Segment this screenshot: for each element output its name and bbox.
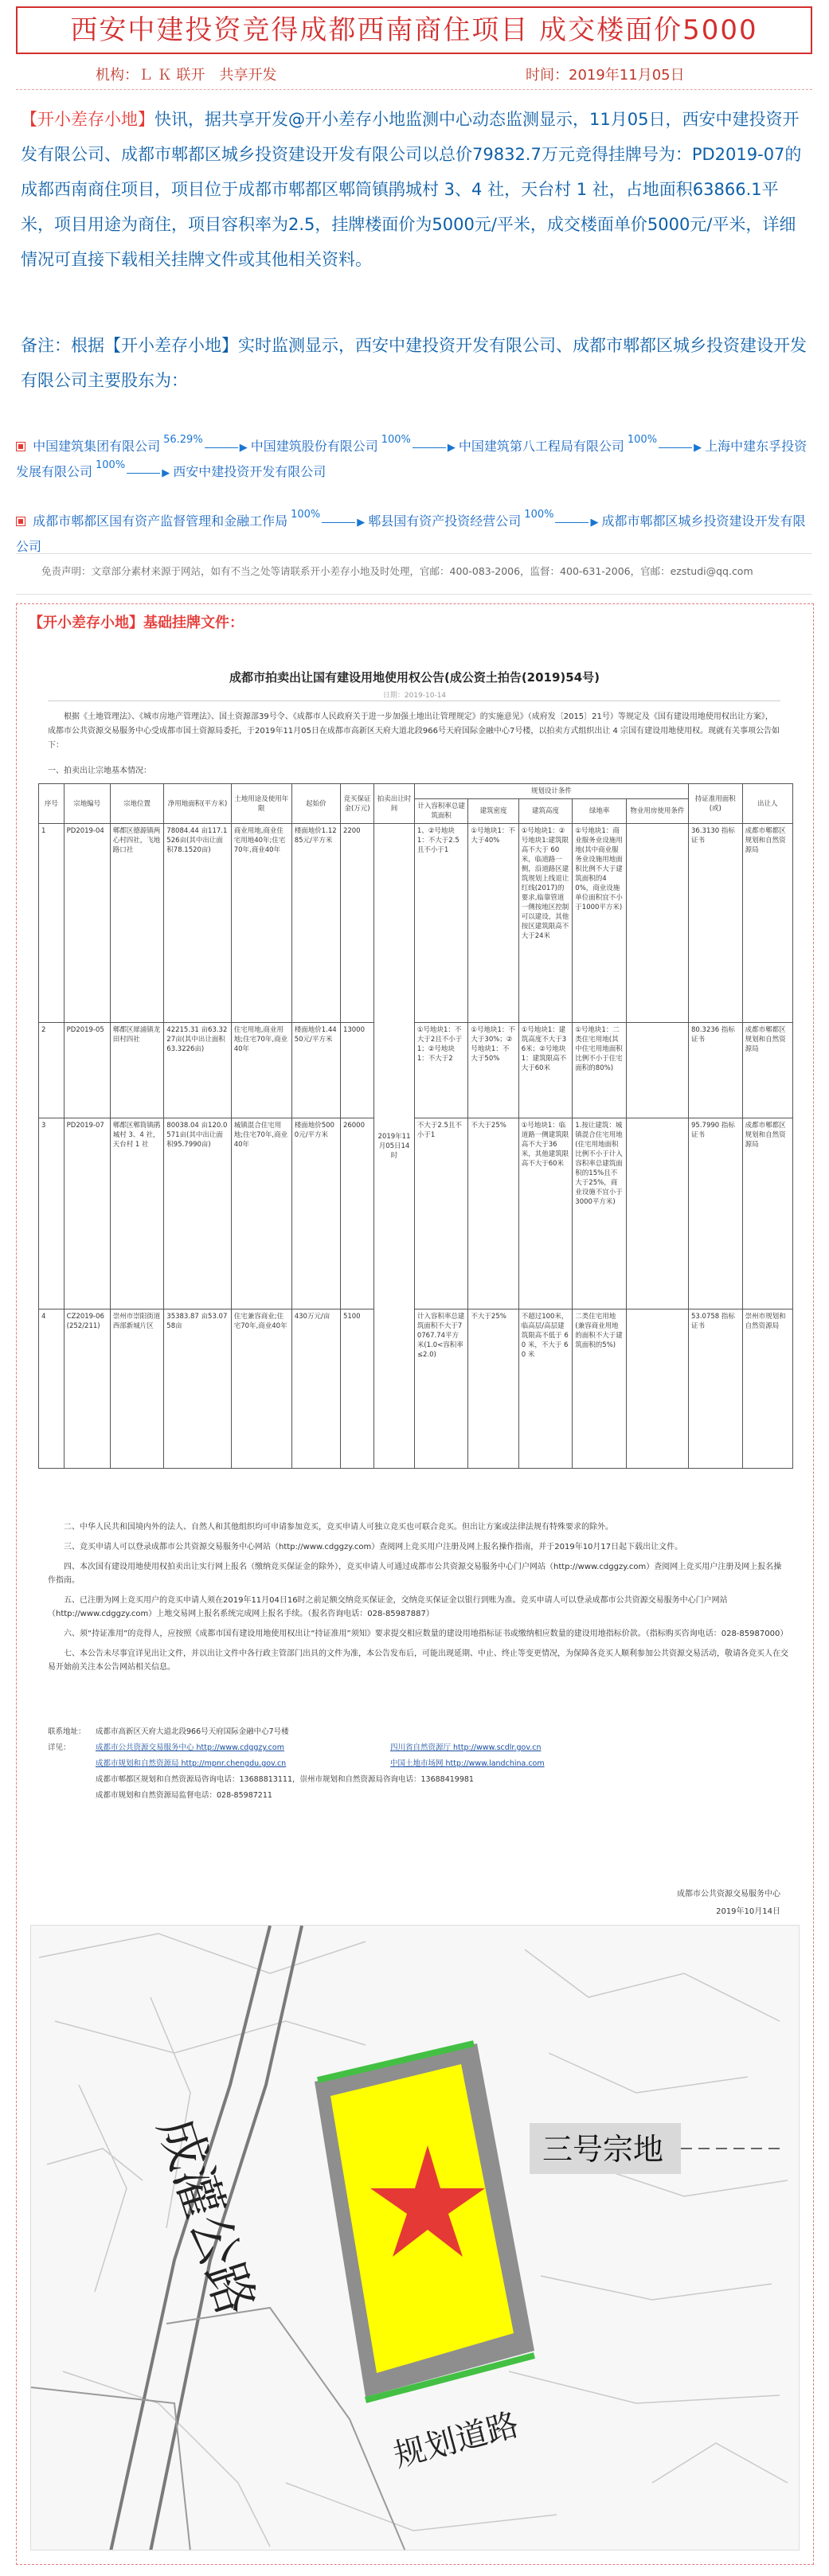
contact-value: 成都市郫都区规划和自然资源局咨询电话：13688813111，崇州市规划和自然资源局咨询电话：13688419981	[96, 1775, 474, 1784]
cell: ①号地块1：不大于2且不小于1；②号地块1：不大于2	[414, 1023, 468, 1118]
cell: ①号地块1：临道路一侧建筑限高不大于36米，其他建筑限高不大于60米	[518, 1118, 573, 1309]
cell: 36.3130 指标证书	[689, 824, 743, 1023]
contact-link[interactable]: 成都市规划和自然资源局 http://mpnr.chengdu.gov.cn	[96, 1759, 287, 1768]
cell: 不大于25%	[468, 1309, 518, 1469]
notice-intro: 根据《土地管理法》、《城市房地产管理法》、国土资源部39号令、《成都市人民政府关于进一步加强土地出让管理规定》的实施意见》（成府发〔2015〕21号）等规定及《国有建设用地使用权出让方案》，成都市公共资源交易服务中心受成都市国土资源局委托，于2019年11月05日在成都市高新区天府大道北段966号天府国际金融中心7号楼，以拍卖方式组织出让 4 宗国有建设用地使用权。现就有关事项公告如下：	[48, 712, 780, 750]
clause: 四、本次国有建设用地使用权拍卖出让实行网上报名（缴纳竞买保证金的除外），竞买申请人可通过成都市公共资源交易服务中心门户网站（http://www.cdggzy.com）查阅网上竞买用户注册及网上报名操作指南。	[48, 1563, 782, 1585]
table-row	[39, 1023, 793, 1118]
cell: PD2019-07	[64, 1118, 110, 1309]
auction-time-cell: 2019年11月05日14时	[374, 824, 415, 1469]
cell: ①号地块1：②号地块1:建筑限高不大于 60 米，临道路一侧，沿道路区建筑规划上线退让红线(2017)的要求,临靠管道一侧按地区控制可以建设，其他按区建筑限高不大于24米	[518, 824, 573, 1023]
divider	[16, 594, 812, 595]
cell: 13000	[340, 1023, 373, 1118]
shareholder-link[interactable]: 成都市郫都区国有资产监督管理和金融工作局	[33, 513, 288, 529]
article-org: 机构：Ｌ Ｋ 联开 共享开发	[96, 67, 277, 84]
cell: 楼面地价1.4450元/平方米	[291, 1023, 340, 1118]
contact-key: 详见：	[48, 1743, 71, 1752]
cell: 不大于2.5且不小于1	[414, 1118, 468, 1309]
parcel-label: 三号宗地	[542, 2132, 664, 2167]
clause: 二、中华人民共和国境内外的法人、自然人和其他组织均可申请参加竞买，竞买申请人可独立竞买也可联合竞买。但出让方案或法律法规有特殊要求的除外。	[64, 1523, 613, 1532]
col-header: 拍卖出让时间	[374, 784, 415, 824]
cell: 城镇混合住宅用地;住宅70年,商业40年	[231, 1118, 291, 1309]
table-row	[39, 1118, 793, 1309]
notice-date: 日期：2019-10-14	[382, 692, 447, 700]
article-time: 时间：2019年11月05日	[526, 67, 685, 84]
cell: 1	[39, 824, 65, 1023]
contact-key: 联系地址：	[48, 1727, 86, 1736]
arrow-connector: 100%▶	[524, 509, 599, 529]
cell	[626, 1023, 688, 1118]
cell: 郫都区郫筒镇鹃城村 3、4 社，天台村 1 社	[110, 1118, 164, 1309]
cell: 95.7990 指标证书	[689, 1118, 743, 1309]
contact-value: 成都市高新区天府大道北段966号天府国际金融中心7号楼	[96, 1727, 289, 1736]
col-header: 宗地编号	[64, 784, 110, 824]
shareholder-link[interactable]: 上海中建东孚投资发展有限公司	[16, 439, 807, 479]
arrow-connector: 100%▶	[381, 434, 456, 454]
cell: 1、②号地块1：不大于2.5且不小于1	[414, 824, 468, 1023]
shareholder-link[interactable]: 中国建筑集团有限公司	[33, 439, 161, 454]
notice-contacts	[48, 1724, 788, 1804]
disclaimer: 免责声明：文章部分素材来源于网站，如有不当之处等请联系开小差存小地及时处理，官邮：400-083-2006，监督：400-631-2006，官邮：ezstudi@qq.com	[41, 565, 753, 577]
cell: 3	[39, 1118, 65, 1309]
cell: 计入容积率总建筑面积不大于70767.74平方米(1.0<容积率≤2.0)	[414, 1309, 468, 1469]
cell: 80.3236 指标证书	[689, 1023, 743, 1118]
notice-title: 成都市拍卖出让国有建设用地使用权公告(成公资土拍告(2019)54号)	[229, 670, 600, 685]
col-header: 规划设计条件	[414, 784, 688, 799]
cell: 成都市郫都区规划和自然资源局	[742, 1118, 792, 1309]
contact-link[interactable]: 四川省自然资源厅 http://www.scdlr.gov.cn	[390, 1743, 542, 1752]
col-header: 土地用途及使用年限	[231, 784, 291, 824]
holding-percent: 56.29%	[163, 434, 203, 446]
map-canvas	[31, 1926, 800, 2551]
article-meta	[0, 64, 829, 84]
cell: 1.按让建筑：城镇混合住宅用地(住宅用地面积比例不小于计入容积率总建筑面积的15%且不大于25%，商业设施不宜小于3000平方米)	[573, 1118, 627, 1309]
cell: 成都市郫都区规划和自然资源局	[742, 824, 792, 1023]
cell: 商业用地,商业住宅用地40年;住宅70年,商业40年	[231, 824, 291, 1023]
cell	[626, 1118, 688, 1309]
col-header: 持证准用面积(或)	[689, 784, 743, 824]
cell: 楼面地价1.1285元/平方米	[291, 824, 340, 1023]
cell: ①号地块1：建筑高度不大于36米；②号地块1：建筑限高不大于60米	[518, 1023, 573, 1118]
page-title: 西安中建投资竞得成都西南商住项目 成交楼面价5000	[16, 6, 812, 54]
parcel-map	[30, 1925, 800, 2551]
cell: 住宅用地,商业用地;住宅70年,商业40年	[231, 1023, 291, 1118]
cell: 不大于25%	[468, 1118, 518, 1309]
shareholder-link[interactable]: 成都市郫都区城乡投资建设开发有限公司	[16, 513, 806, 554]
clause: 三、竞买申请人可以登录成都市公共资源交易服务中心网站（http://www.cdggzy.com）查阅网上竞买用户注册及网上报名操作指南，并于2019年10月17日起下载出让文件。	[64, 1543, 683, 1551]
article-tag: 【开小差存小地】	[21, 110, 154, 129]
cell: 住宅兼容商业;住宅70年,商业40年	[231, 1309, 291, 1469]
notice-tag: 【开小差存小地】	[29, 615, 143, 631]
cell: PD2019-05	[64, 1023, 110, 1118]
cell: 2200	[340, 824, 373, 1023]
holding-percent: 100%	[291, 509, 321, 521]
col-header: 宗地位置	[110, 784, 164, 824]
cell: 5100	[340, 1309, 373, 1469]
cell: ①号地块1：不大于40%	[468, 824, 518, 1023]
cell: 78084.44 亩117.1526亩(其中出让面积78.1520亩)	[164, 824, 231, 1023]
note-body: 实时监测显示，西安中建投资开发有限公司、成都市郫都区城乡投资建设开发有限公司主要股东为：	[21, 336, 807, 390]
cell: 崇州市规划和自然资源局	[742, 1309, 792, 1469]
divider	[16, 89, 812, 90]
col-header: 出让人	[742, 784, 792, 824]
company-icon	[16, 442, 25, 451]
col-header: 竞买保证金(万元)	[340, 784, 373, 824]
divider	[16, 553, 812, 554]
holding-percent: 100%	[96, 459, 126, 471]
clause: 七、本公告未尽事宜详见出让文件，并以出让文件中各行政主管部门出具的文件为准，本公告发布后，可能出现延期、中止、终止等变更情况，为保障各竞买人顺利参加公共资源交易活动，敬请各竞买人在交易开始前关注本公告网站相关信息。	[48, 1649, 788, 1672]
cell: 崇州市崇阳街道西部新城片区	[110, 1309, 164, 1469]
cell: 成都市郫都区规划和自然资源局	[742, 1023, 792, 1118]
col-header: 序号	[39, 784, 65, 824]
cell: PD2019-04	[64, 824, 110, 1023]
plan-road-label: 规划道路	[389, 2406, 523, 2475]
shareholder-link[interactable]: 中国建筑股份有限公司	[250, 439, 378, 454]
cell: 430万元/亩	[291, 1309, 340, 1469]
notice-signature-org: 成都市公共资源交易服务中心	[677, 1890, 780, 1899]
contact-row	[48, 1788, 788, 1804]
main-road-label: 成灌公路	[146, 2110, 266, 2323]
arrow-connector: 100%▶	[627, 434, 702, 454]
cell	[626, 824, 688, 1023]
cell: 郫都区犀浦镇龙田村四社	[110, 1023, 164, 1118]
cell	[626, 1309, 688, 1469]
shareholder-link[interactable]: 中国建筑第八工程局有限公司	[458, 439, 624, 454]
cell: 42215.31 亩63.3227亩(其中出让面积63.3226亩)	[164, 1023, 231, 1118]
shareholder-note	[21, 328, 809, 398]
holding-percent: 100%	[524, 509, 554, 521]
cell: 郫都区德源镇两心村四社，飞地路口社	[110, 824, 164, 1023]
contact-link[interactable]: 成都市公共资源交易服务中心 http://www.cdggzy.com	[96, 1743, 284, 1752]
holding-percent: 100%	[381, 434, 411, 446]
cell: CZ2019-06 (252/211)	[64, 1309, 110, 1469]
col-header: 绿地率	[573, 799, 627, 824]
col-header: 计入容积率总建筑面积	[414, 799, 468, 824]
cell: 26000	[340, 1118, 373, 1309]
notice-clauses	[48, 1520, 788, 1680]
holding-percent: 100%	[627, 434, 658, 446]
parcel-table	[38, 783, 793, 1469]
cell: 4	[39, 1309, 65, 1469]
clause: 六、须“持证准用”的竞得人，应按照《成都市国有建设用地使用权出让“持证准用”须知》要求提交相应数量的建设用地指标证书或缴纳相应数量的建设用地指标价款。（指标购买咨询电话：028-85987000）	[64, 1630, 788, 1638]
shareholder-link[interactable]: 郫县国有资产投资经营公司	[368, 513, 522, 529]
table-row	[39, 824, 793, 1023]
col-header: 起始价	[291, 784, 340, 824]
col-header: 建筑密度	[468, 799, 518, 824]
arrow-connector: 100%▶	[96, 459, 170, 479]
cell: ①号地块1：商业服务业设施用地(其中商业服务业设施用地面积比例不大于建筑面积的40%，商业设施单位面积宜不小于1000平方米)	[573, 824, 627, 1023]
contact-row	[48, 1772, 788, 1788]
cell: ①号地块1：不大于30%；②号地块1：不大于50%	[468, 1023, 518, 1118]
col-header: 物业用房使用条件	[626, 799, 688, 824]
shareholder-chain-xian	[16, 435, 812, 486]
company-icon	[16, 517, 25, 526]
notice-label	[29, 611, 244, 632]
arrow-connector: 100%▶	[291, 509, 366, 529]
cell: 楼面地价5000元/平方米	[291, 1118, 340, 1309]
clause: 五、已注册为网上竞买用户的竞买申请人须在2019年11月04日16时之前足额交纳竞买保证金，交纳竞买保证金以银行到账为准。竞买申请人可以登录成都市公共资源交易服务中心门户网站（http://www.cdggzy.com）上地交易网上报名系统完成网上报名手续。（报名咨询电话：028-85987887）	[48, 1596, 728, 1618]
notice-label-text: 基础挂牌文件：	[143, 615, 244, 631]
cell: 不超过100米，临高层/高层建筑限高不低于 60 米，不大于 60 米	[518, 1309, 573, 1469]
cell: 2	[39, 1023, 65, 1118]
shareholder-link[interactable]: 西安中建投资开发有限公司	[173, 464, 327, 479]
shareholder-chain-pidu	[16, 509, 812, 559]
table-header-row	[39, 784, 793, 799]
contact-row	[48, 1740, 788, 1756]
contact-row	[48, 1724, 788, 1740]
cell: 35383.87 亩53.0758亩	[164, 1309, 231, 1469]
note-tag: 【开小差存小地】	[104, 336, 238, 355]
contact-row	[48, 1756, 788, 1772]
article-paragraph	[21, 102, 809, 277]
table-row	[39, 1309, 793, 1469]
col-header: 净用地面积(平方米)	[164, 784, 231, 824]
notice-signature-date: 2019年10月14日	[716, 1907, 780, 1916]
section-heading: 一、拍卖出让宗地基本情况：	[48, 767, 151, 775]
arrow-connector: 56.29%▶	[163, 434, 248, 454]
cell: 53.0758 指标证书	[689, 1309, 743, 1469]
contact-link[interactable]: 中国土地市场网 http://www.landchina.com	[390, 1759, 545, 1768]
col-header: 建筑高度	[518, 799, 573, 824]
cell: 80038.04 亩120.0571亩(其中出让面积95.7990亩)	[164, 1118, 231, 1309]
article-body: 快讯，据共享开发@开小差存小地监测中心动态监测显示，11月05日，西安中建投资开发有限公司、成都市郫都区城乡投资建设开发有限公司以总价79832.7万元竞得挂牌号为：PD2019-07的成都西南商住项目，项目位于成都市郫都区郫筒镇鹃城村 3、4 社，天台村 1 社，占地面积63866.1平米，项目用途为商住，项目容积率为2.5，挂牌楼面价为5000元/平米，成交楼面单价5000元/平米，详细情况可直接下载相关挂牌文件或其他相关资料。	[21, 110, 802, 269]
contact-value: 成都市规划和自然资源局监督电话：028-85987211	[96, 1791, 272, 1800]
note-prefix: 备注：根据	[21, 336, 104, 355]
cell: 二类住宅用地(兼容商业用地的面积不大于建筑面积的5%)	[573, 1309, 627, 1469]
cell: ①号地块1：二类住宅用地(其中住宅用地面积比例不小于住宅面积的80%)	[573, 1023, 627, 1118]
